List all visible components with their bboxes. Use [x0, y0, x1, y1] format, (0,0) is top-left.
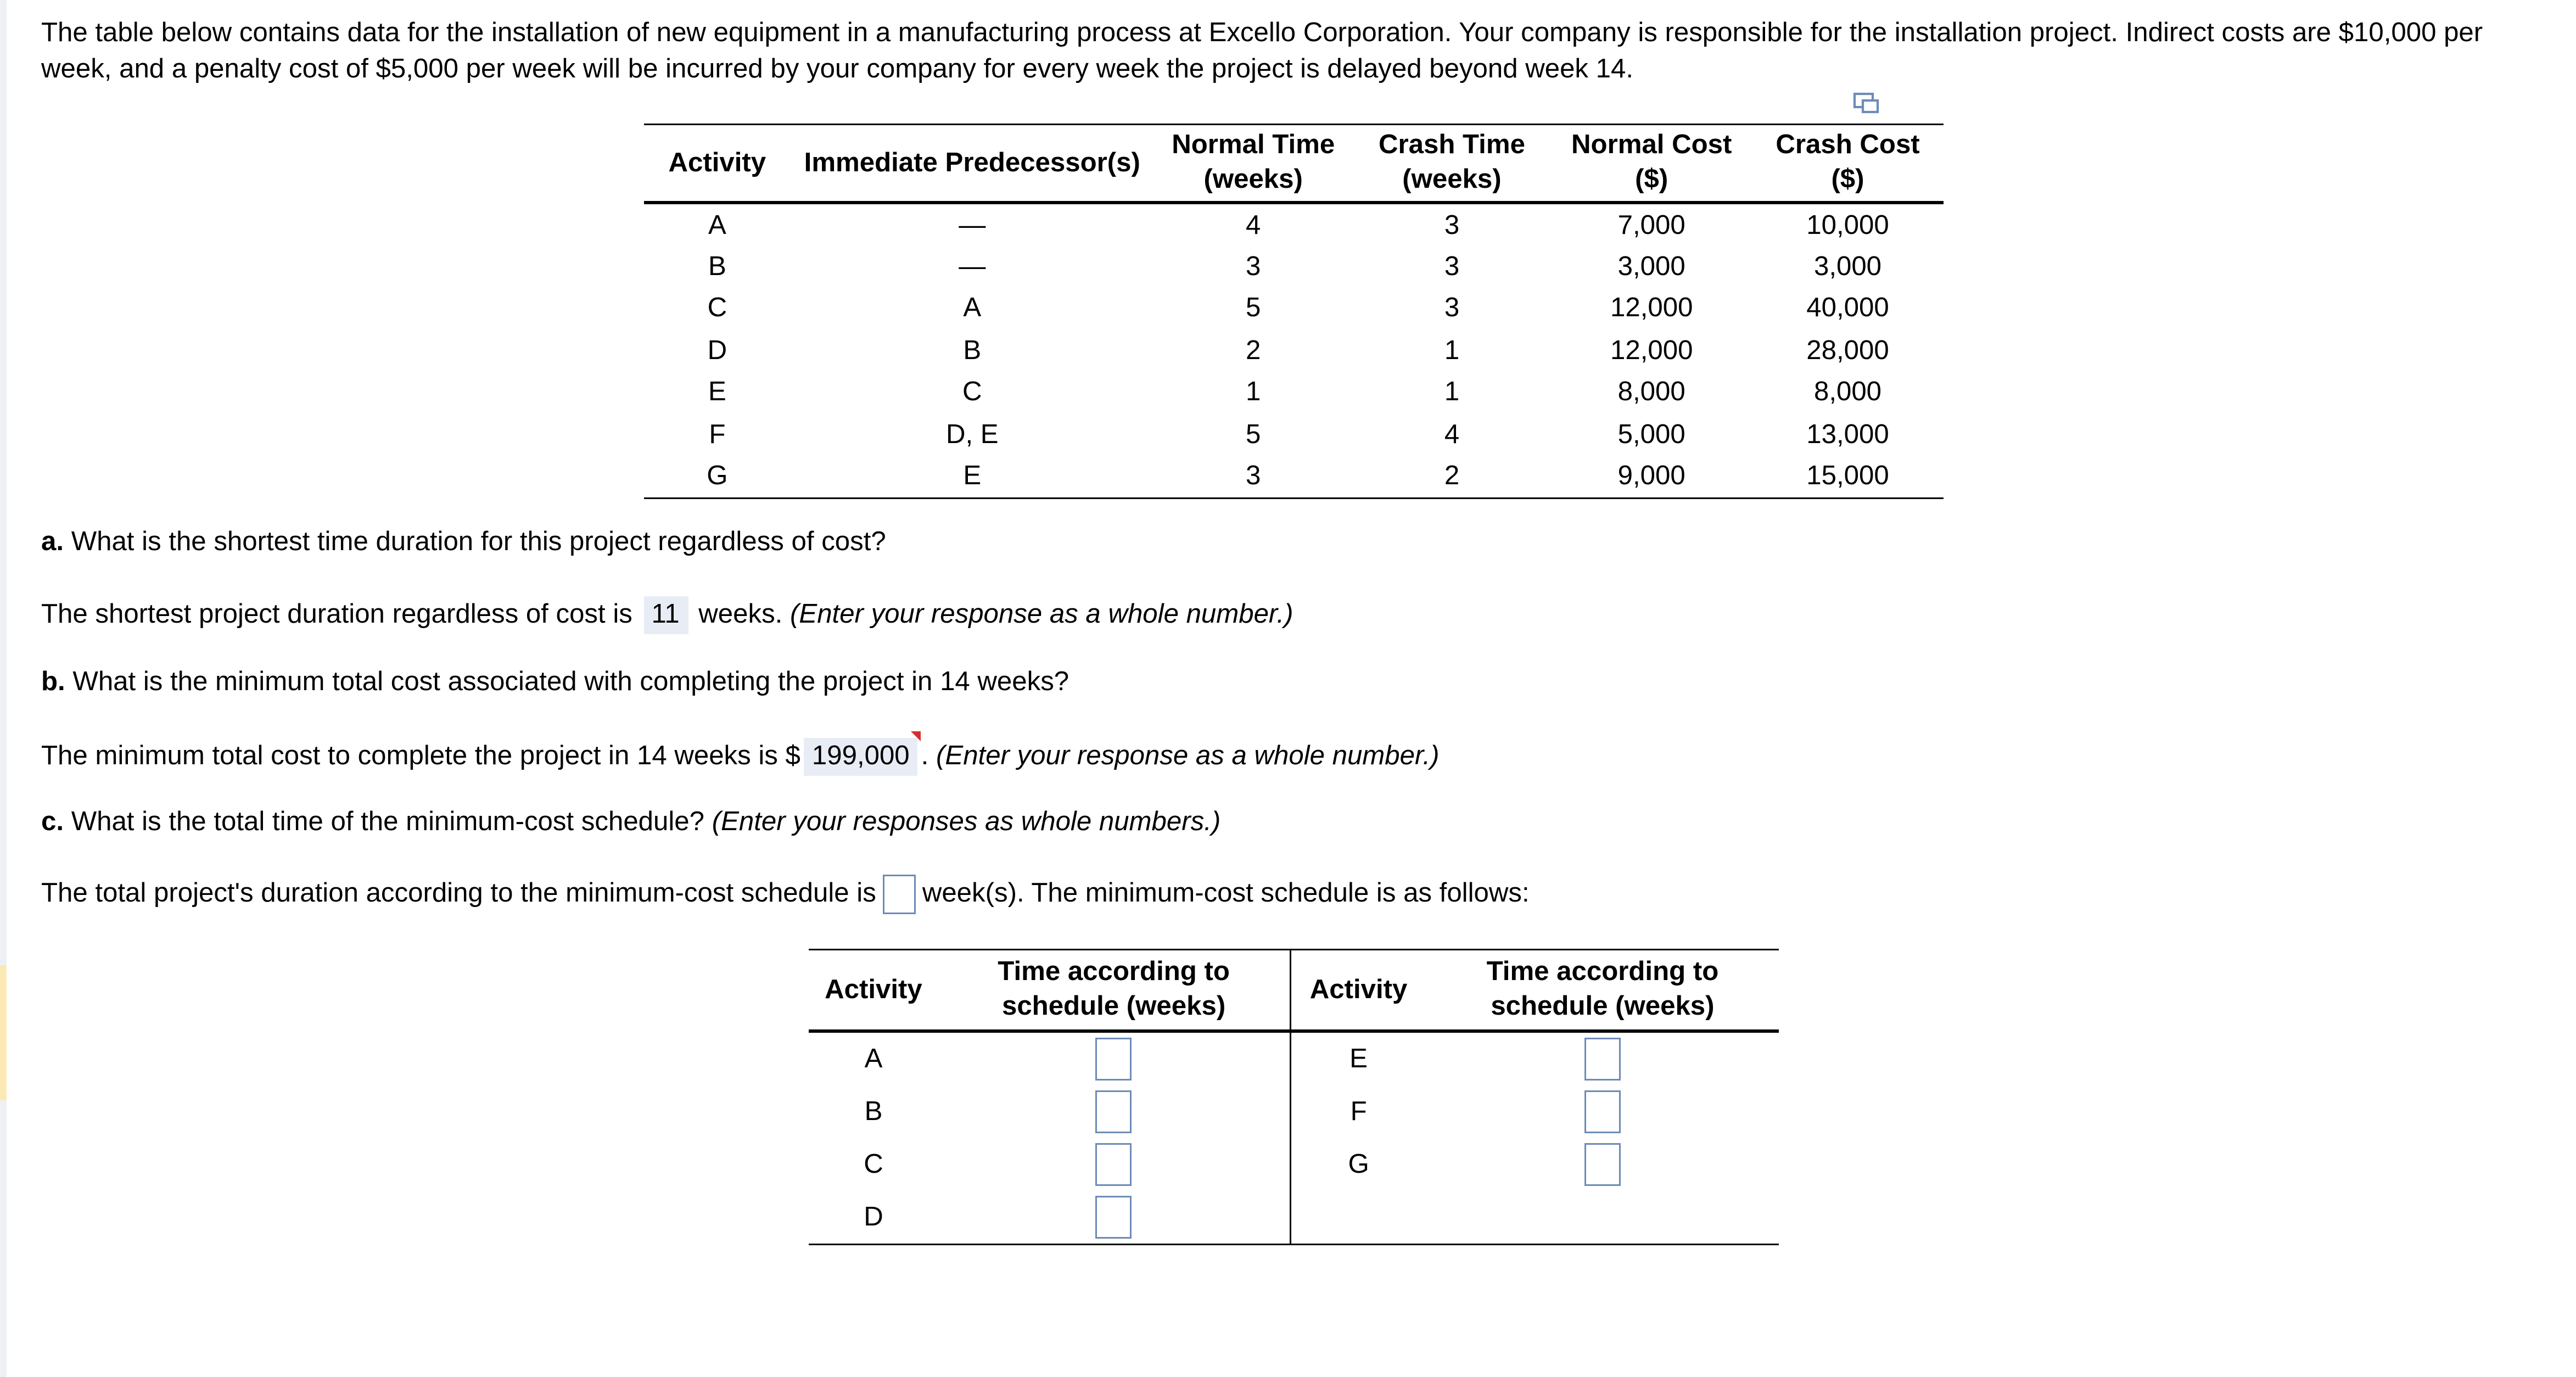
- cell-normal-time: 4: [1246, 210, 1261, 240]
- schedule-activity-left: B: [864, 1096, 883, 1126]
- table-row: [644, 330, 1944, 372]
- header-predecessor: Immediate Predecessor(s): [804, 147, 1140, 177]
- schedule-time-right-cell: [1426, 1031, 1779, 1085]
- cell-activity: C: [707, 294, 727, 324]
- answer-b-value[interactable]: 199,000: [804, 738, 918, 776]
- schedule-activity-right: [1290, 1191, 1426, 1245]
- table-row: [644, 413, 1944, 455]
- cell-normal-time: 2: [1246, 335, 1261, 366]
- cell-predecessor: A: [963, 294, 982, 324]
- table-row: [809, 1085, 1779, 1138]
- cell-normal-cost: 3,000: [1617, 252, 1685, 282]
- question-b: b. What is the minimum total cost associated with completing the project in 14 weeks?: [41, 667, 1069, 697]
- sched-header-activity-left: Activity: [825, 974, 922, 1004]
- schedule-activity-left: D: [864, 1201, 883, 1232]
- schedule-time-input[interactable]: [1584, 1038, 1621, 1081]
- schedule-time-left-cell: [938, 1191, 1290, 1245]
- header-activity: Activity: [668, 147, 766, 177]
- left-edge-highlight: [0, 965, 7, 1100]
- cell-crash-time: 3: [1444, 252, 1460, 282]
- cell-activity: A: [708, 210, 726, 240]
- schedule-time-input[interactable]: [1096, 1038, 1132, 1081]
- table-row: [809, 1031, 1779, 1085]
- cell-crash-cost: 10,000: [1806, 210, 1889, 240]
- table-row: [644, 372, 1944, 413]
- cell-normal-cost: 12,000: [1610, 294, 1693, 324]
- schedule-time-input[interactable]: [1096, 1196, 1132, 1239]
- schedule-time-input[interactable]: [1584, 1143, 1621, 1186]
- cell-crash-cost: 15,000: [1806, 461, 1889, 491]
- cell-predecessor: —: [959, 210, 986, 240]
- table-row: [644, 455, 1944, 498]
- left-edge-bar: [0, 0, 7, 1377]
- schedule-activity-left: A: [864, 1043, 883, 1073]
- cell-normal-cost: 5,000: [1617, 419, 1685, 449]
- schedule-time-input[interactable]: [1096, 1090, 1132, 1133]
- cell-crash-cost: 3,000: [1813, 252, 1882, 282]
- schedule-time-left-cell: [938, 1085, 1290, 1138]
- cell-normal-time: 5: [1246, 294, 1261, 324]
- cell-crash-cost: 28,000: [1806, 335, 1889, 366]
- answer-a-value[interactable]: 11: [643, 596, 688, 634]
- table-row: [809, 1191, 1779, 1245]
- cell-crash-cost: 40,000: [1806, 294, 1889, 324]
- schedule-time-right-cell: [1426, 1085, 1779, 1138]
- cell-activity: G: [707, 461, 728, 491]
- cell-crash-cost: 8,000: [1813, 377, 1882, 407]
- copy-table-icon[interactable]: [1853, 92, 1883, 115]
- cell-normal-cost: 8,000: [1617, 377, 1685, 407]
- header-normal-cost: Normal Cost ($): [1571, 130, 1732, 194]
- header-crash-cost: Crash Cost ($): [1776, 130, 1920, 194]
- schedule-activity-left: C: [864, 1149, 883, 1179]
- cell-crash-time: 4: [1444, 419, 1460, 449]
- cell-activity: B: [708, 252, 726, 282]
- cell-normal-cost: 9,000: [1617, 461, 1685, 491]
- cell-predecessor: E: [963, 461, 982, 491]
- cell-predecessor: —: [959, 252, 986, 282]
- activity-data-table: [644, 124, 1944, 499]
- schedule-time-input[interactable]: [1096, 1143, 1132, 1186]
- answer-b-line: The minimum total cost to complete the project in 14 weeks is $ 199,000 . (Enter your response as a whole number.): [41, 738, 1440, 776]
- cell-normal-time: 1: [1246, 377, 1261, 407]
- cell-crash-time: 3: [1444, 210, 1460, 240]
- sched-header-activity-right: Activity: [1290, 950, 1426, 1032]
- schedule-activity-right: E: [1290, 1031, 1426, 1085]
- cell-normal-time: 5: [1246, 419, 1261, 449]
- sched-header-time-right: Time according to schedule (weeks): [1486, 957, 1719, 1021]
- cell-predecessor: C: [962, 377, 982, 407]
- cell-crash-cost: 13,000: [1806, 419, 1889, 449]
- question-a: a. What is the shortest time duration for this project regardless of cost?: [41, 527, 886, 557]
- cell-crash-time: 2: [1444, 461, 1460, 491]
- schedule-header-row: [809, 950, 1779, 1032]
- incorrect-flag-icon: [911, 731, 921, 741]
- header-row: [644, 125, 1944, 203]
- cell-crash-time: 1: [1444, 335, 1460, 366]
- header-crash-time: Crash Time (weeks): [1379, 130, 1525, 194]
- cell-activity: F: [709, 419, 726, 449]
- cell-activity: E: [708, 377, 726, 407]
- header-normal-time: Normal Time (weeks): [1172, 130, 1335, 194]
- cell-normal-cost: 7,000: [1617, 210, 1685, 240]
- answer-a-line: The shortest project duration regardless of cost is 11 weeks. (Enter your response as a whole number.): [41, 596, 1293, 634]
- table-row: [644, 203, 1944, 246]
- schedule-time-left-cell: [938, 1031, 1290, 1085]
- schedule-time-left-cell: [938, 1138, 1290, 1191]
- schedule-time-right-cell: [1426, 1138, 1779, 1191]
- schedule-time-right-cell: [1426, 1191, 1779, 1245]
- sched-header-time-left: Time according to schedule (weeks): [998, 957, 1230, 1021]
- table-row: [644, 288, 1944, 329]
- table-row: [644, 246, 1944, 288]
- cell-crash-time: 3: [1444, 294, 1460, 324]
- total-duration-input[interactable]: [883, 875, 916, 914]
- cell-normal-cost: 12,000: [1610, 335, 1693, 366]
- problem-intro: The table below contains data for the installation of new equipment in a manufacturing process at Excello Corporation. Your company is responsible for the installation project. Indirect costs are $10,000 per week, and a penalty cost of $5,000 per week will be incurred by your company for every week the project is delayed beyond week 14.: [41, 18, 2483, 83]
- schedule-time-input[interactable]: [1584, 1090, 1621, 1133]
- schedule-activity-right: G: [1290, 1138, 1426, 1191]
- cell-predecessor: D, E: [945, 419, 999, 449]
- cell-normal-time: 3: [1246, 252, 1261, 282]
- cell-crash-time: 1: [1444, 377, 1460, 407]
- cell-activity: D: [707, 335, 727, 366]
- cell-normal-time: 3: [1246, 461, 1261, 491]
- answer-c-line: The total project's duration according to the minimum-cost schedule is week(s). The minimum-cost schedule is as follows:: [41, 875, 1530, 914]
- cell-predecessor: B: [963, 335, 982, 366]
- question-c: c. What is the total time of the minimum-cost schedule? (Enter your responses as whole numbers.): [41, 807, 1221, 837]
- schedule-table: [809, 949, 1779, 1245]
- schedule-activity-right: F: [1290, 1085, 1426, 1138]
- table-row: [809, 1138, 1779, 1191]
